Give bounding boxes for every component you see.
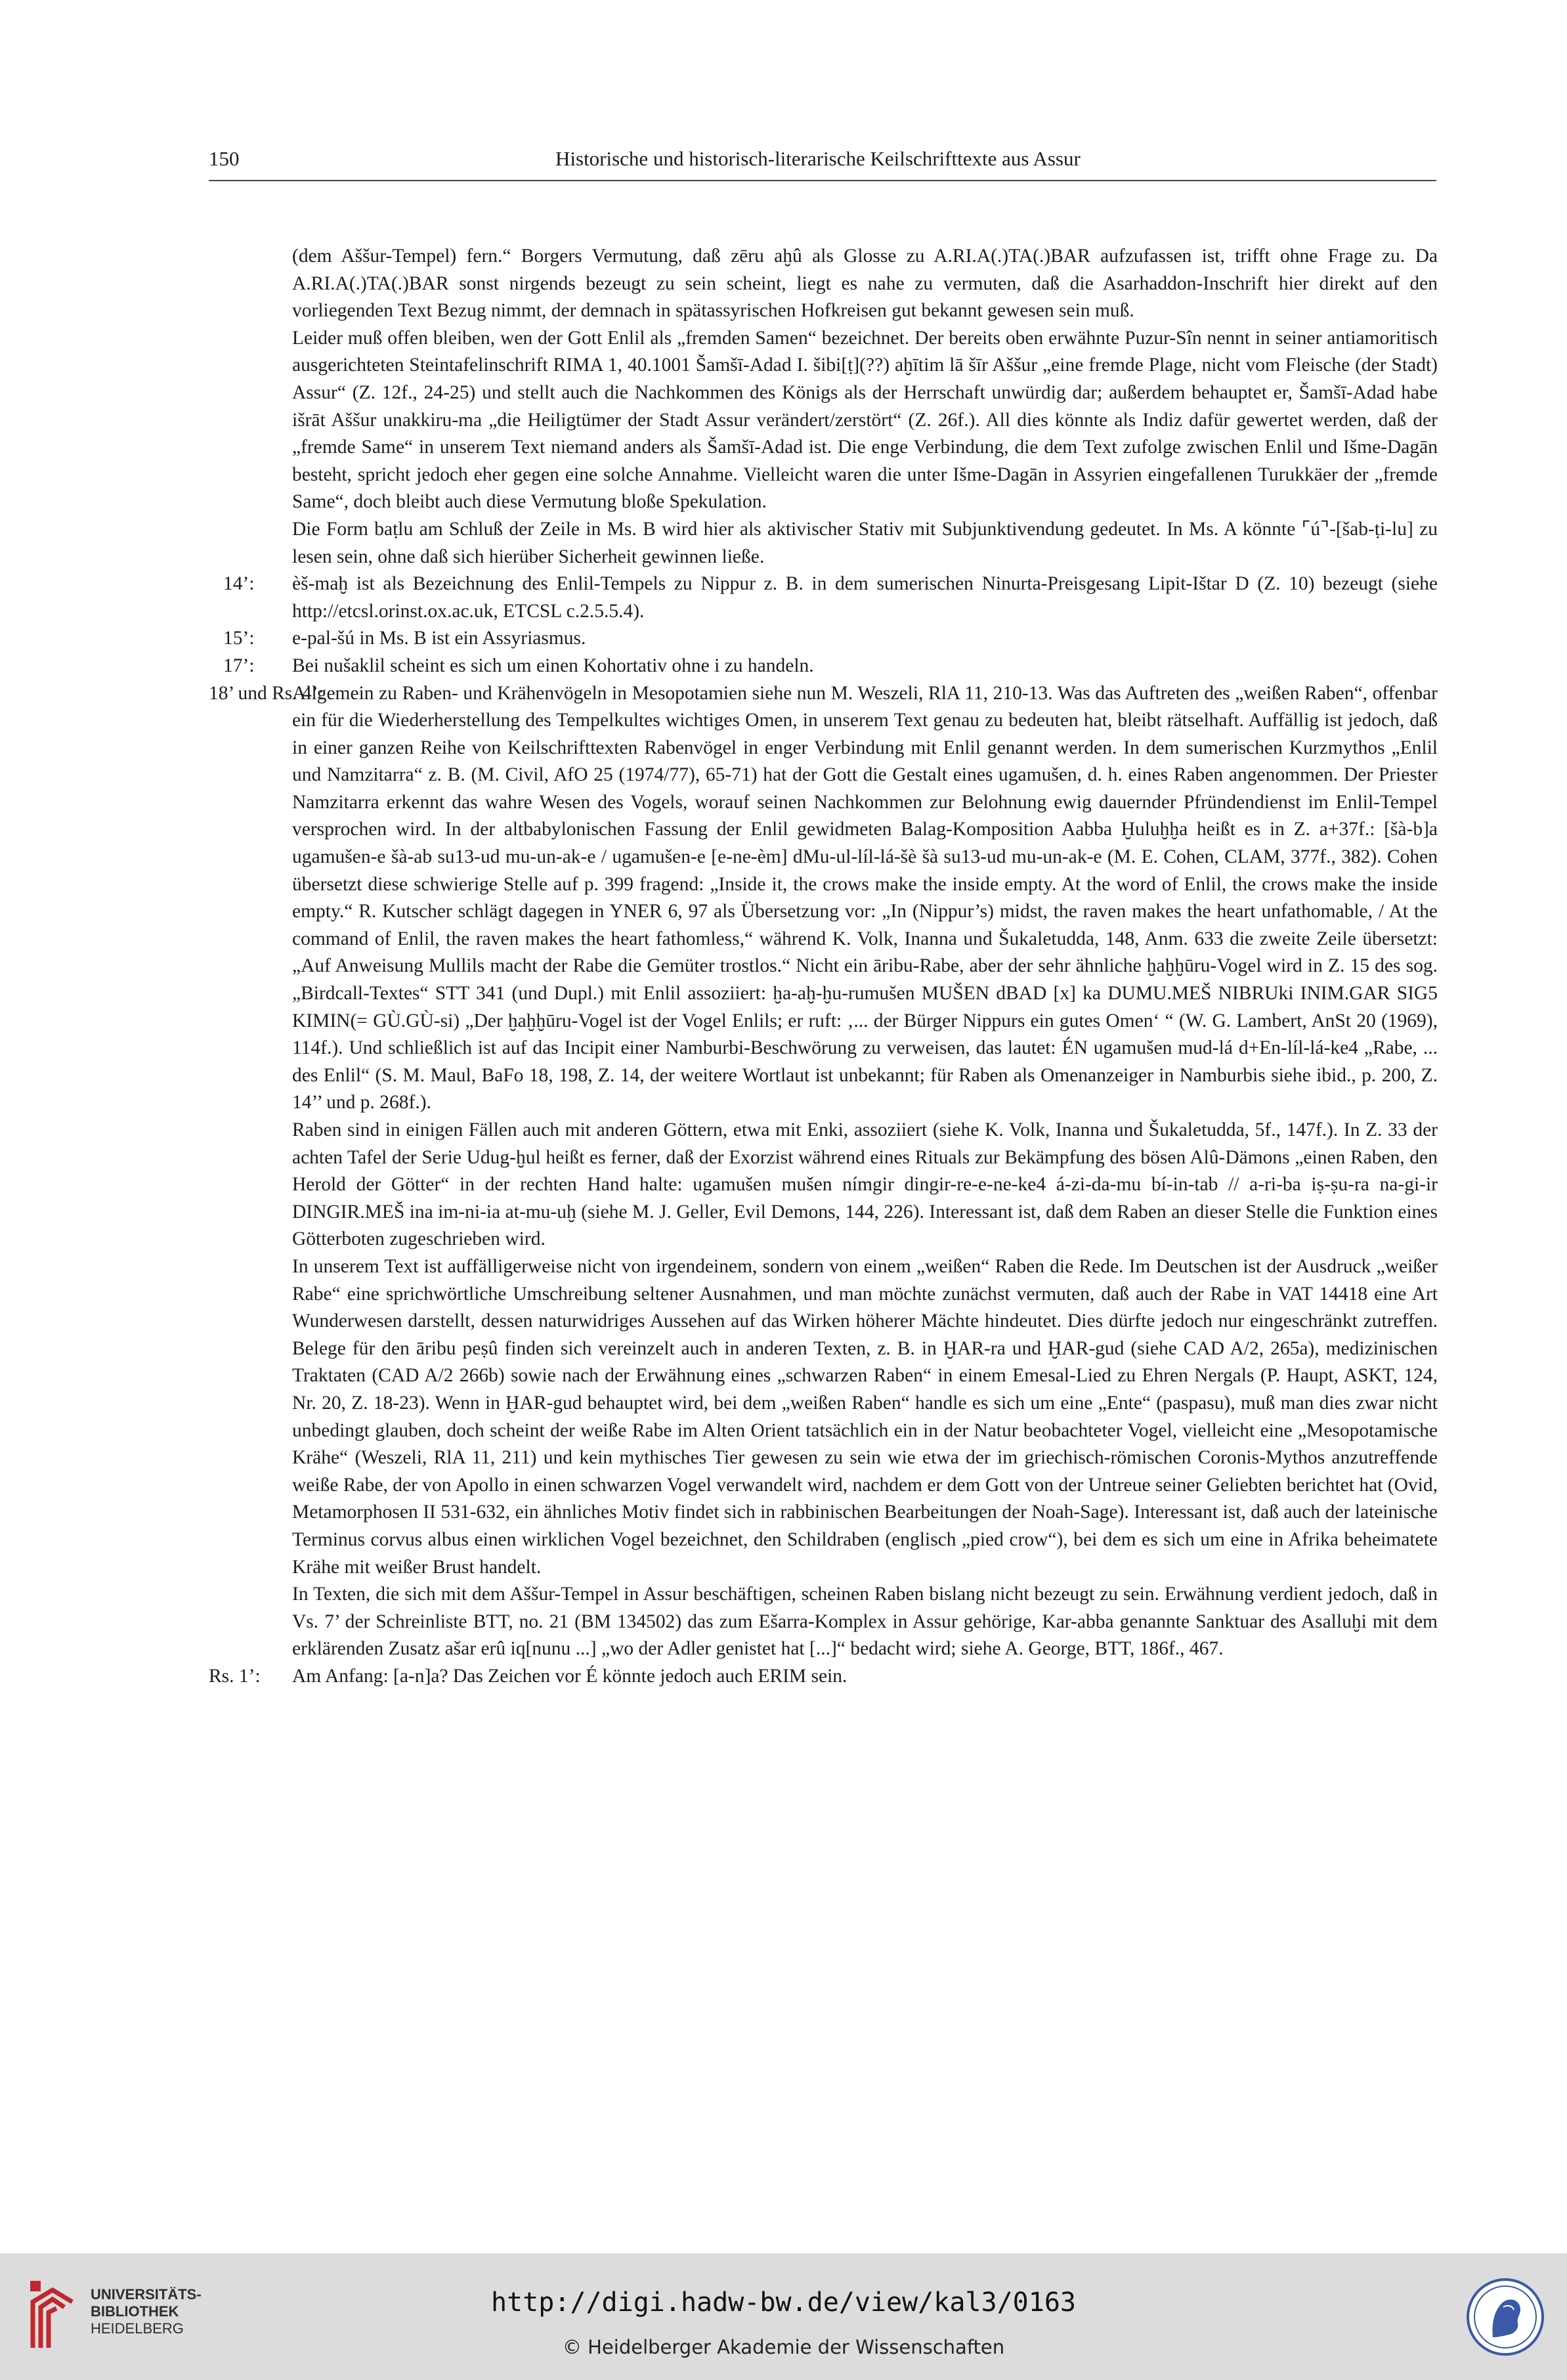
library-name-line: HEIDELBERG bbox=[91, 2320, 184, 2337]
commentary-entry-14 bbox=[209, 571, 1438, 625]
header-rule bbox=[209, 180, 1436, 181]
copyright-notice: © Heidelberger Akademie der Wissenschaften bbox=[562, 2336, 1005, 2358]
permalink-url[interactable]: http://digi.hadw-bw.de/view/kal3/0163 bbox=[490, 2287, 1077, 2318]
entry-text: e-pal-šú in Ms. B ist ein Assyriasmus. bbox=[292, 628, 586, 649]
entry-label: Rs. 1’: bbox=[209, 1665, 261, 1687]
commentary-entry-18 bbox=[209, 680, 1438, 1117]
running-head: Historische und historisch-literarische Keilschrifttexte aus Assur bbox=[555, 147, 1081, 170]
entry-label: 14’: bbox=[223, 573, 255, 595]
page-header bbox=[209, 143, 1436, 181]
paragraph: (dem Aššur-Tempel) fern.“ Borgers Vermutung, daß zēru aḫû als Glosse zu A.RI.A(.)TA(.)BAR aufzufassen ist, trifft ohne Frage zu. Da A.RI.A(.)TA(.)BAR sonst nirgends bezeugt zu sein scheint, liegt es nahe zu vermuten, daß die Asarhaddon-Inschrift hier direkt auf den vorliegenden Text Bezug nimmt, der demnach in spätassyrischen Hofkreisen gut bekannt gewesen sein muß. bbox=[292, 246, 1438, 322]
library-name-line: BIBLIOTHEK bbox=[91, 2303, 179, 2320]
paragraph: Leider muß offen bleiben, wen der Gott Enlil als „fremden Samen“ bezeichnet. Der bereits oben erwähnte Puzur-Sîn nennt in seiner antiamoritisch ausgerichteten Steintafelinschrift RIMA 1, 40.1001 Šamšī-Adad I. šibi[ṭ](??) aḫītim lā šīr Aššur „eine fremde Plage, nicht vom Fleische (der Stadt) Assur“ (Z. 12f., 24-25) und stellt auch die Nachkommen des Königs als der Herrschaft unwürdig dar; außerdem behauptet er, Šamšī-Adad habe išrāt Aššur unakkiru-ma „die Heiligtümer der Stadt Assur verändert/zerstört“ (Z. 26f.). All dies könnte als Indiz dafür gewertet werden, daß der „fremde Same“ in unserem Text niemand anders als Šamšī-Adad ist. Die enge Verbindung, die dem Text zufolge zwischen Enlil und Išme-Dagān besteht, spricht jedoch eher gegen eine solche Annahme. Vielleicht waren die unter Išme-Dagān in Assyrien eingefallenen Turukkäer der „fremde Same“, doch bleibt auch diese Vermutung bloße Spekulation. bbox=[292, 327, 1438, 513]
entry-label: 15’: bbox=[223, 628, 255, 649]
paragraph: In unserem Text ist auffälligerweise nicht von irgendeinem, sondern von einem „weißen“ Raben die Rede. Im Deutschen ist der Ausdruck „weißer Rabe“ eine sprichwörtliche Umschreibung seltener Ausnahmen, und man möchte zunächst vermuten, daß auch der Rabe in VAT 14418 eine Art Wunderwesen darstellt, dessen naturwidriges Aussehen auf das Wirken höherer Mächte hindeutet. Dies dürfte jedoch nur eingeschränkt zutreffen. Belege für den āribu peṣû finden sich vereinzelt auch in anderen Texten, z. B. in ḪAR-ra und ḪAR-gud (siehe CAD A/2, 265a), medizinischen Traktaten (CAD A/2 266b) sowie nach der Erwähnung eines „schwarzen Raben“ in einem Emesal-Lied zu Ehren Nergals (P. Haupt, ASKT, 124, Nr. 20, Z. 18-23). Wenn in ḪAR-gud behauptet wird, bei dem „weißen Raben“ handle es sich um eine „Ente“ (paspasu), muß man dies zwar nicht unbedingt glauben, doch scheint der weiße Rabe im Alten Orient tatsächlich ein in der Natur beobachteter Vogel, vielleicht eine „Mesopotamische Krähe“ (Weszeli, RlA 11, 211) und kein mythisches Tier gewesen zu sein wie etwa der im griechisch-römischen Coronis-Mythos anzutreffende weiße Rabe, der von Apollo in einen schwarzen Vogel verwandelt wird, nachdem er dem Gott von der Untreue seiner Geliebten berichtet hat (Ovid, Metamorphosen II 531-632, ein ähnliches Motiv findet sich in rabbinischen Bearbeitungen der Noah-Sage). Interessant ist, daß auch der lateinische Terminus corvus albus einen wirklichen Vogel bezeichnet, den Schildraben (englisch „pied crow“), bei dem es sich um eine in Afrika beheimatete Krähe mit weißer Brust handelt. bbox=[292, 1255, 1438, 1578]
paragraph: Raben sind in einigen Fällen auch mit anderen Göttern, etwa mit Enki, assoziiert (siehe K. Volk, Inanna und Šukaletudda, 5f., 147f.). In Z. 33 der achten Tafel der Serie Udug-ḫul heißt es ferner, daß der Exorzist während eines Rituals zur Bekämpfung des bösen Alû-Dämons „einen Raben, den Herold der Götter“ in der rechten Hand halte: ugamušen mušen nímgir dingir-re-e-ne-ke4 á-zi-da-mu bí-in-tab // a-ri-ba iṣ-ṣu-ra na-gi-ir DINGIR.MEŠ ina im-ni-ia at-mu-uḫ (siehe M. J. Geller, Evil Demons, 144, 226). Interessant ist, daß dem Raben an dieser Stelle die Funktion eines Götterboten zugeschrieben wird. bbox=[292, 1119, 1438, 1250]
entry-label: 17’: bbox=[223, 655, 255, 676]
entry-text: Allgemein zu Raben- und Krähenvögeln in Mesopotamien siehe nun M. Weszeli, RlA 11, 210-13. Was das Auftreten des „weißen Raben“, offenbar ein für die Wiederherstellung des Tempelkultes wichtiges Omen, in unserem Text genau zu bedeuten hat, bleibt rätselhaft. Auffällig ist jedoch, daß in einer ganzen Reihe von Keilschrifttexten Rabenvögel in enger Verbindung mit Enlil genannt werden. In dem sumerischen Kurzmythos „Enlil und Namzitarra“ z. B. (M. Civil, AfO 25 (1974/77), 65-71) hat der Gott die Gestalt eines ugamušen, d. h. eines Raben angenommen. Der Priester Namzitarra erkennt das wahre Wesen des Vogels, worauf seinen Nachkommen zur Belohnung ewig dauernder Pfründendienst im Enlil-Tempel versprochen wird. In der altbabylonischen Fassung der Enlil gewidmeten Balag-Komposition Aabba Ḫuluḫḫa heißt es in Z. a+37f.: [šà-b]a ugamušen-e šà-ab su13-ud mu-un-ak-e / ugamušen-e [e-ne-èm] dMu-ul-líl-lá-šè šà su13-ud mu-un-ak-e (M. E. Cohen, CLAM, 377f., 382). Cohen übersetzt diese schwierige Stelle auf p. 399 fragend: „Inside it, the crows make the inside empty. At the word of Enlil, the crows make the inside empty.“ R. Kutscher schlägt dagegen in YNER 6, 97 als Übersetzung vor: „In (Nippur’s) midst, the raven makes the heart unfathomable, / At the command of Enlil, the raven makes the heart fathomless,“ während K. Volk, Inanna und Šukaletudda, 148, Anm. 633 die zweite Zeile übersetzt: „Auf Anweisung Mullils macht der Rabe die Gemüter trostlos.“ Nicht ein āribu-Rabe, aber der sehr ähnliche ḫaḫḫūru-Vogel wird in Z. 15 des sog. „Birdcall-Textes“ STT 341 (und Dupl.) mit Enlil assoziiert: ḫa-aḫ-ḫu-rumušen MUŠEN dBAD [x] ka DUMU.MEŠ NIBRUki INIM.GAR SIG5 KIMIN(= GÙ.GÙ-si) „Der ḫaḫḫūru-Vogel ist der Vogel Enlils; er ruft: ‚... der Bürger Nippurs ein gutes Omen‘ “ (W. G. Lambert, AnSt 20 (1969), 114f.). Und schließlich ist auf das Incipit einer Namburbi-Beschwörung zu verweisen, das lautet: ÉN ugamušen mud-lá d+En-líl-lá-ke4 „Rabe, ... des Enlil“ (S. M. Maul, BaFo 18, 198, Z. 14, der weitere Wortlaut ist unbekannt; für Raben als Omenanzeiger in Namburbis siehe ibid., p. 200, Z. 14’’ und p. 268f.). bbox=[292, 682, 1438, 1114]
page-number: 150 bbox=[209, 147, 240, 170]
paragraph: Die Form baṭlu am Schluß der Zeile in Ms. B wird hier als aktivischer Stativ mit Subjunktivendung gedeutet. In Ms. A könnte ⌜ú⌝-[šab-ṭi-lu] zu lesen sein, ohne daß sich hierüber Sicherheit gewinnen ließe. bbox=[292, 518, 1438, 567]
entry-text: Am Anfang: [a-n]a? Das Zeichen vor É könnte jedoch auch ERIM sein. bbox=[292, 1665, 848, 1687]
entry-text: Bei nušaklil scheint es sich um einen Kohortativ ohne i zu handeln. bbox=[292, 655, 814, 676]
commentary-entry-rs1 bbox=[209, 1663, 1438, 1691]
commentary-entry-17 bbox=[209, 653, 1438, 680]
paragraph: In Texten, die sich mit dem Aššur-Tempel in Assur beschäftigen, scheinen Raben bislang nicht bezeugt zu sein. Erwähnung verdient jedoch, daß in Vs. 7’ der Schreinliste BTT, no. 21 (BM 134502) das zum Ešarra-Komplex in Assur gehörige, Kar-abba genannte Sanktuar des Asalluḫi mit dem erklärenden Zusatz ašar erû iq[nunu ...] „wo der Adler genistet hat [...]“ bedacht wird; siehe A. George, BTT, 186f., 467. bbox=[292, 1584, 1438, 1660]
entry-label: 18’ und Rs. 4’: bbox=[209, 682, 324, 704]
commentary-entry-15 bbox=[209, 625, 1438, 653]
library-name-line: UNIVERSITÄTS- bbox=[91, 2286, 202, 2303]
academy-seal-icon bbox=[1465, 2277, 1545, 2357]
digitization-footer bbox=[0, 2253, 1567, 2380]
commentary-body bbox=[209, 243, 1438, 1690]
entry-text: èš-maḫ ist als Bezeichnung des Enlil-Tempels zu Nippur z. B. in dem sumerischen Ninurta-Preisgesang Lipit-Ištar D (Z. 10) bezeugt (siehe http://etcsl.orinst.ox.ac.uk, ETCSL c.2.5.5.4). bbox=[292, 573, 1438, 622]
